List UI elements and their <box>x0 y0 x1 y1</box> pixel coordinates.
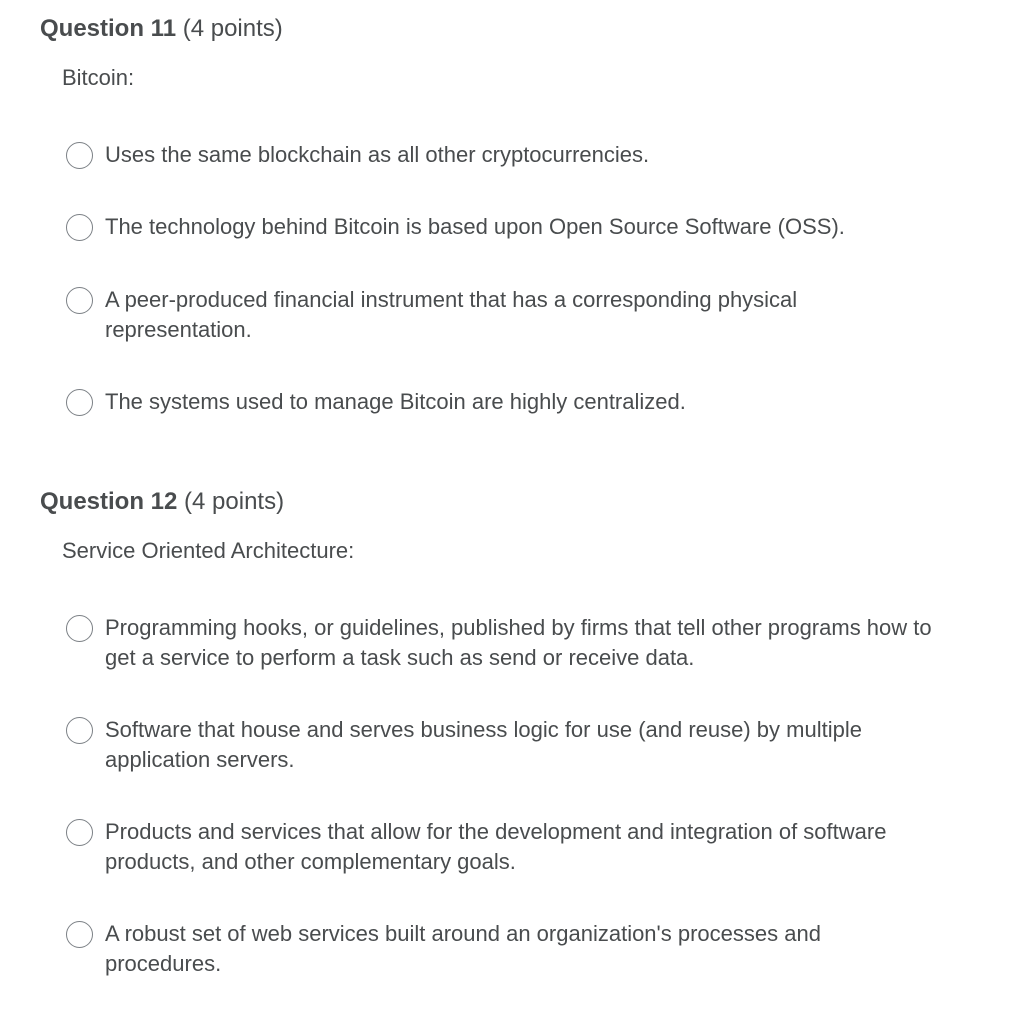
radio-button[interactable] <box>66 819 93 846</box>
answer-option-label: Software that house and serves business logic for use (and reuse) by multiple application servers. <box>105 717 862 772</box>
question-prompt: Service Oriented Architecture: <box>62 538 355 563</box>
question-number: Question 11 <box>40 15 177 42</box>
question-number: Question 12 <box>40 488 178 515</box>
answer-option[interactable] <box>66 715 966 775</box>
radio-button[interactable] <box>66 214 93 241</box>
answer-option-label: The technology behind Bitcoin is based upon Open Source Software (OSS). <box>105 214 845 239</box>
radio-button[interactable] <box>66 389 93 416</box>
answer-option[interactable] <box>66 387 966 417</box>
radio-button[interactable] <box>66 287 93 314</box>
answer-option-label: Products and services that allow for the development and integration of software products, and other complementary goals. <box>105 819 887 874</box>
radio-button[interactable] <box>66 921 93 948</box>
answer-option[interactable] <box>66 212 966 242</box>
answer-option-label: The systems used to manage Bitcoin are highly centralized. <box>105 389 686 414</box>
answer-option[interactable] <box>66 285 966 345</box>
answer-option-label: A peer-produced financial instrument that has a corresponding physical representation. <box>105 287 798 342</box>
question-header <box>40 14 283 44</box>
radio-button[interactable] <box>66 717 93 744</box>
answer-option-label: Programming hooks, or guidelines, published by firms that tell other programs how to get a service to perform a task such as send or receive data. <box>105 615 932 670</box>
answer-option[interactable] <box>66 140 966 170</box>
question-points: (4 points) <box>184 488 285 515</box>
radio-button[interactable] <box>66 615 93 642</box>
answer-option[interactable] <box>66 613 966 673</box>
question-header <box>40 487 284 517</box>
answer-option-label: Uses the same blockchain as all other cryptocurrencies. <box>105 142 650 167</box>
answer-option[interactable] <box>66 919 966 979</box>
question-prompt: Bitcoin: <box>62 65 135 90</box>
radio-button[interactable] <box>66 142 93 169</box>
answer-option[interactable] <box>66 817 966 877</box>
question-points: (4 points) <box>182 15 283 42</box>
answer-option-label: A robust set of web services built around an organization's processes and procedures. <box>105 921 821 976</box>
